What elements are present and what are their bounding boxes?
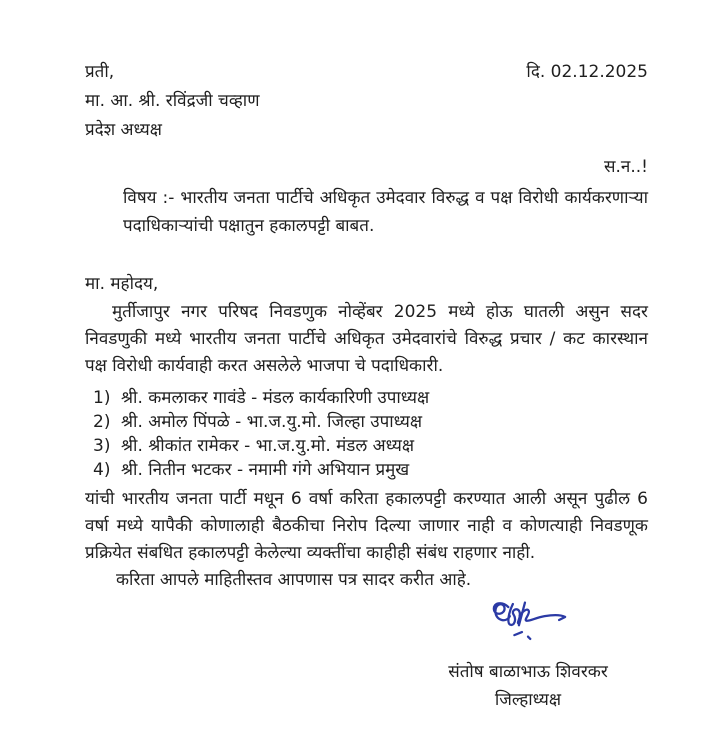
- signature-area: [408, 598, 648, 648]
- list-item-number: 1): [93, 388, 111, 408]
- body-paragraph-1: मुर्तीजापुर नगर परिषद निवडणुक नोव्हेंबर 2025 मध्ये होऊ घातली असुन सदर निवडणुकी मध्ये भारतीय जनता पार्टीचे अधिकृत उमेदवारांचे विरुद्ध प्रचार / कट कारस्थान पक्ष विरोधी कार्यवाही करत असलेले भाजपा चे पदाधिकारी.: [85, 302, 648, 376]
- list-item-text: श्री. श्रीकांत रामेकर - भा.ज.यु.मो. मंडल अध्यक्ष: [121, 436, 415, 456]
- list-item-number: 4): [93, 460, 111, 480]
- list-item-text: श्री. नितीन भटकर - नमामी गंगे अभियान प्रमुख: [121, 460, 410, 480]
- letter-header: [85, 58, 648, 87]
- list-item: [93, 434, 648, 458]
- list-item-text: श्री. अमोल पिंपळे - भा.ज.यु.मो. जिल्हा उपाध्यक्ष: [121, 412, 423, 432]
- greeting-line: स.न..!: [604, 157, 648, 177]
- body-paragraph-2: यांची भारतीय जनता पार्टी मधून 6 वर्षा करिता हकालपट्टी करण्यात आली असून पुढील 6 वर्षा मध्ये यापैकी कोणालाही बैठकीचा निरोप दिल्या जाणार नाही व कोणत्याही निवडणूक प्रक्रियेत संबधित हकालपट्टी केलेल्या व्यक्तींचा काहीही संबंध राहणार नाही.: [85, 489, 648, 563]
- list-item: [93, 410, 648, 434]
- signatory-name: संतोष बाळाभाऊ शिवरकर: [448, 662, 608, 682]
- list-item-text: श्री. कमलाकर गावंडे - मंडल कार्यकारिणी उपाध्यक्ष: [121, 388, 430, 408]
- signatory-title: जिल्हाध्यक्ष: [494, 690, 562, 710]
- recipient-title: प्रदेश अध्यक्ष: [85, 120, 162, 140]
- letter-date: दि. 02.12.2025: [526, 62, 648, 82]
- subject-line: विषय :- भारतीय जनता पार्टीचे अधिकृत उमेदवार विरुद्ध व पक्ष विरोधी कार्यकरणाऱ्या पदाधिकाऱ्यांची पक्षातुन हकालपट्टी बाबत.: [123, 188, 648, 236]
- salutation-opening: मा. महोदय,: [85, 274, 159, 294]
- list-item: [93, 458, 648, 482]
- closing-line: करिता आपले माहितीस्तव आपणास पत्र सादर करीत आहे.: [116, 570, 472, 590]
- list-item: [93, 386, 648, 410]
- signoff-block: [408, 598, 648, 714]
- signature-scribble: [482, 598, 574, 648]
- expelled-members-list: [93, 386, 648, 482]
- recipient-name: मा. आ. श्री. रविंद्रजी चव्हाण: [85, 91, 260, 111]
- recipient-to-label: प्रती,: [85, 62, 115, 82]
- list-item-number: 2): [93, 412, 111, 432]
- list-item-number: 3): [93, 436, 111, 456]
